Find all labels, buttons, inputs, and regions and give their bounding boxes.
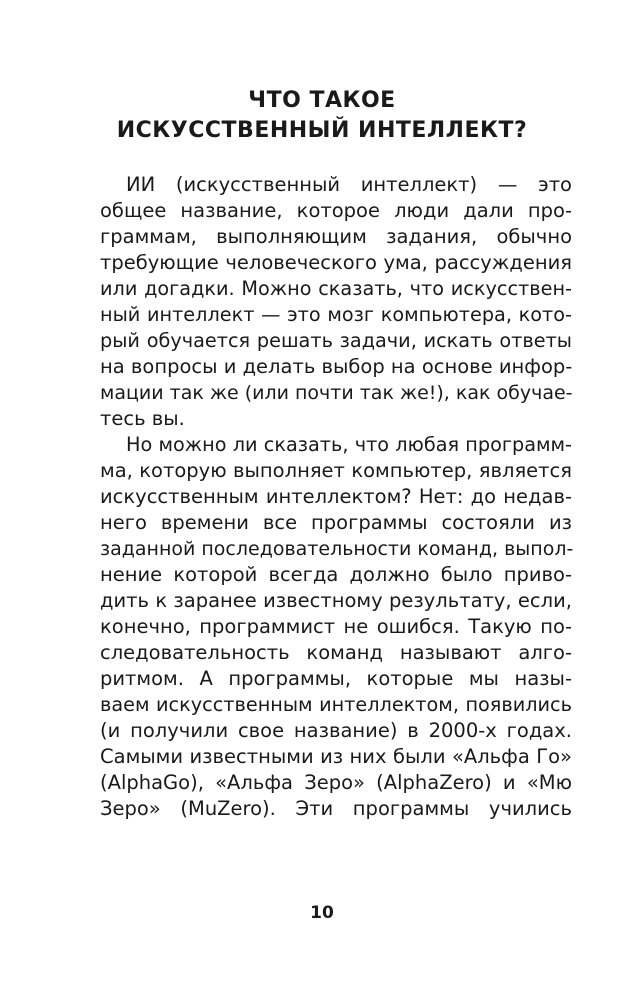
chapter-heading-line-1: ЧТО ТАКОЕ <box>248 88 396 113</box>
paragraph-2-line-6: нение которой всегда должно было приво- <box>100 563 572 586</box>
paragraph-1-line-8: на вопросы и делать выбор на основе инфор- <box>100 355 573 378</box>
paragraph-1-line-4: требующие человеческого ума, рассуждения <box>100 251 572 274</box>
page-number: 10 <box>310 903 334 923</box>
paragraph-2-line-2: ма, которую выполняет компьютер, является <box>100 459 572 482</box>
paragraph-2-line-12: (и получили свое название) в 2000-х годах. <box>100 719 572 742</box>
paragraph-2-line-11: ваем искусственным интеллектом, появились <box>100 693 572 716</box>
paragraph-2-line-9: следовательность команд называют алго- <box>100 641 572 664</box>
chapter-heading <box>100 86 544 146</box>
paragraph-1-line-6: ный интеллект — это мозг компьютера, кото- <box>100 303 572 326</box>
paragraph-2-line-3: искусственным интеллектом? Нет: до недав- <box>100 485 572 508</box>
paragraph-2-line-1: Но можно ли сказать, что любая программ- <box>126 433 572 456</box>
paragraph-1-line-2: общее название, которое люди дали про- <box>100 199 572 222</box>
paragraph-1-line-1: ИИ (искусственный интеллект) — это <box>126 173 572 196</box>
paragraph-1-line-9: мации так же (или почти так же!), как обучае- <box>100 382 573 404</box>
paragraph-1-line-10: тесь вы. <box>100 407 185 430</box>
paragraph-2-line-10: ритмом. А программы, которые мы назы- <box>100 667 572 690</box>
chapter-heading-line-2: ИСКУССТВЕННЫЙ ИНТЕЛЛЕКТ? <box>116 118 528 143</box>
paragraph-2-line-4: него времени все программы состояли из <box>100 511 572 534</box>
paragraph-1-line-5: или догадки. Можно сказать, что искусствен- <box>100 277 572 300</box>
paragraph-2-line-5: заданной последовательности команд, выпол- <box>100 538 574 560</box>
paragraph-2-line-13: Самыми известными из них были «Альфа Го» <box>100 745 572 768</box>
paragraph-1-line-3: граммам, выполняющим задания, обычно <box>100 225 572 248</box>
paragraph-2-line-8: конечно, программист не ошибся. Такую по- <box>100 615 572 638</box>
paragraph-2-line-14: (AlphaGo), «Альфа Зеро» (AlphaZero) и «Мю <box>100 771 572 794</box>
paragraph-1-line-7: рый обучается решать задачи, искать ответы <box>100 329 572 352</box>
paragraph-2-line-7: дить к заранее известному результату, если, <box>100 589 572 612</box>
paragraph-2-line-15: Зеро» (MuZero). Эти программы учились <box>100 797 572 820</box>
